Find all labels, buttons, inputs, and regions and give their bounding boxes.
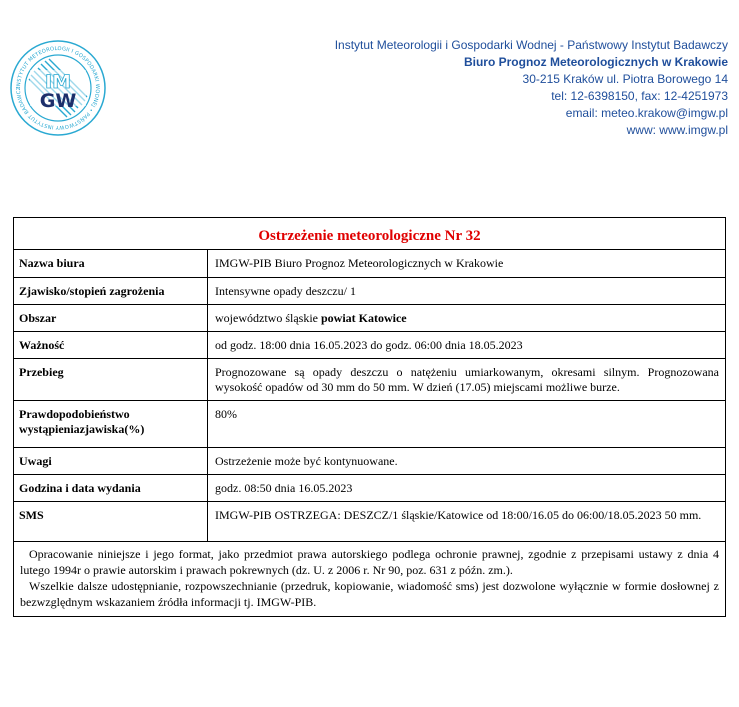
row-value: Prognozowane są opady deszczu o natężeniu umiarkowanym, okresami silnym. Prognozowana wysokość opadów od 30 mm do 50 mm. W dzień (17.05) miejscami możliwe burze. (208, 358, 726, 400)
email: email: meteo.krakow@imgw.pl (565, 106, 728, 120)
row-label: Obszar (14, 304, 208, 331)
area-county: powiat Katowice (320, 310, 407, 325)
row-value: IMGW-PIB OSTRZEGA: DESZCZ/1 śląskie/Katowice od 18:00/16.05 do 06:00/18.05.2023 50 mm. (208, 501, 726, 541)
institute-name: Instytut Meteorologii i Gospodarki Wodnej - Państwowy Instytut Badawczy (334, 38, 728, 52)
row-label: Ważność (14, 331, 208, 358)
row-validity (14, 331, 725, 358)
row-probability (14, 400, 725, 447)
address: 30-215 Kraków ul. Piotra Borowego 14 (522, 72, 728, 86)
row-course (14, 358, 725, 400)
row-sms (14, 501, 725, 541)
row-office (14, 250, 725, 277)
logo-text-bottom: GW (39, 90, 77, 112)
row-area (14, 304, 725, 331)
row-value: godz. 08:50 dnia 16.05.2023 (208, 474, 726, 501)
copyright-paragraph-2: Wszelkie dalsze udostępnianie, rozpowszechnianie (przedruk, kopiowanie, wiadomość sms) jest dozwolone wyłącznie w formie dosłownej z bezwzględnym wskazaniem źródła informacji tj. IMGW-PIB. (20, 578, 719, 609)
logo-text-top: IM (45, 71, 71, 93)
office-name: Biuro Prognoz Meteorologicznych w Krakowie (463, 55, 728, 69)
row-value: Ostrzeżenie może być kontynuowane. (208, 447, 726, 474)
website: www: www.imgw.pl (626, 123, 728, 137)
row-value: od godz. 18:00 dnia 16.05.2023 do godz. 06:00 dnia 18.05.2023 (208, 331, 726, 358)
row-value (208, 304, 726, 331)
row-remarks (14, 447, 725, 474)
institute-header (335, 37, 728, 139)
imgw-logo (8, 38, 108, 138)
warning-table (14, 250, 725, 542)
row-label: Prawdopodobieństwo wystąpieniazjawiska(%) (14, 400, 208, 447)
warning-title: Ostrzeżenie meteorologiczne Nr 32 (14, 218, 725, 250)
copyright-paragraph-1: Opracowanie niniejsze i jego format, jako przedmiot prawa autorskiego podlega ochronie prawnej, zgodnie z przepisami ustawy z dnia 4 lutego 1994r o prawie autorskim i prawach pokrewnych (dz. U. z 2006 r. Nr 90, poz. 631 z późn. zm.). (20, 546, 719, 577)
row-issued (14, 474, 725, 501)
row-value: Intensywne opady deszczu/ 1 (208, 277, 726, 304)
row-label: Przebieg (14, 358, 208, 400)
row-label: Nazwa biura (14, 250, 208, 277)
row-phenomenon (14, 277, 725, 304)
row-value: 80% (208, 400, 726, 447)
row-value: IMGW-PIB Biuro Prognoz Meteorologicznych w Krakowie (208, 250, 726, 277)
warning-document (13, 217, 726, 617)
area-region: województwo śląskie (215, 310, 321, 325)
logo-ring-text: INSTYTUT METEOROLOGII I GOSPODARKI WODNEJ • PAŃSTWOWY INSTYTUT BADAWCZ (15, 45, 101, 131)
row-label: Uwagi (14, 447, 208, 474)
row-label: Godzina i data wydania (14, 474, 208, 501)
row-label: SMS (14, 501, 208, 541)
row-label: Zjawisko/stopień zagrożenia (14, 277, 208, 304)
copyright-notice (14, 542, 725, 610)
phone-fax: tel: 12-6398150, fax: 12-4251973 (551, 89, 728, 103)
